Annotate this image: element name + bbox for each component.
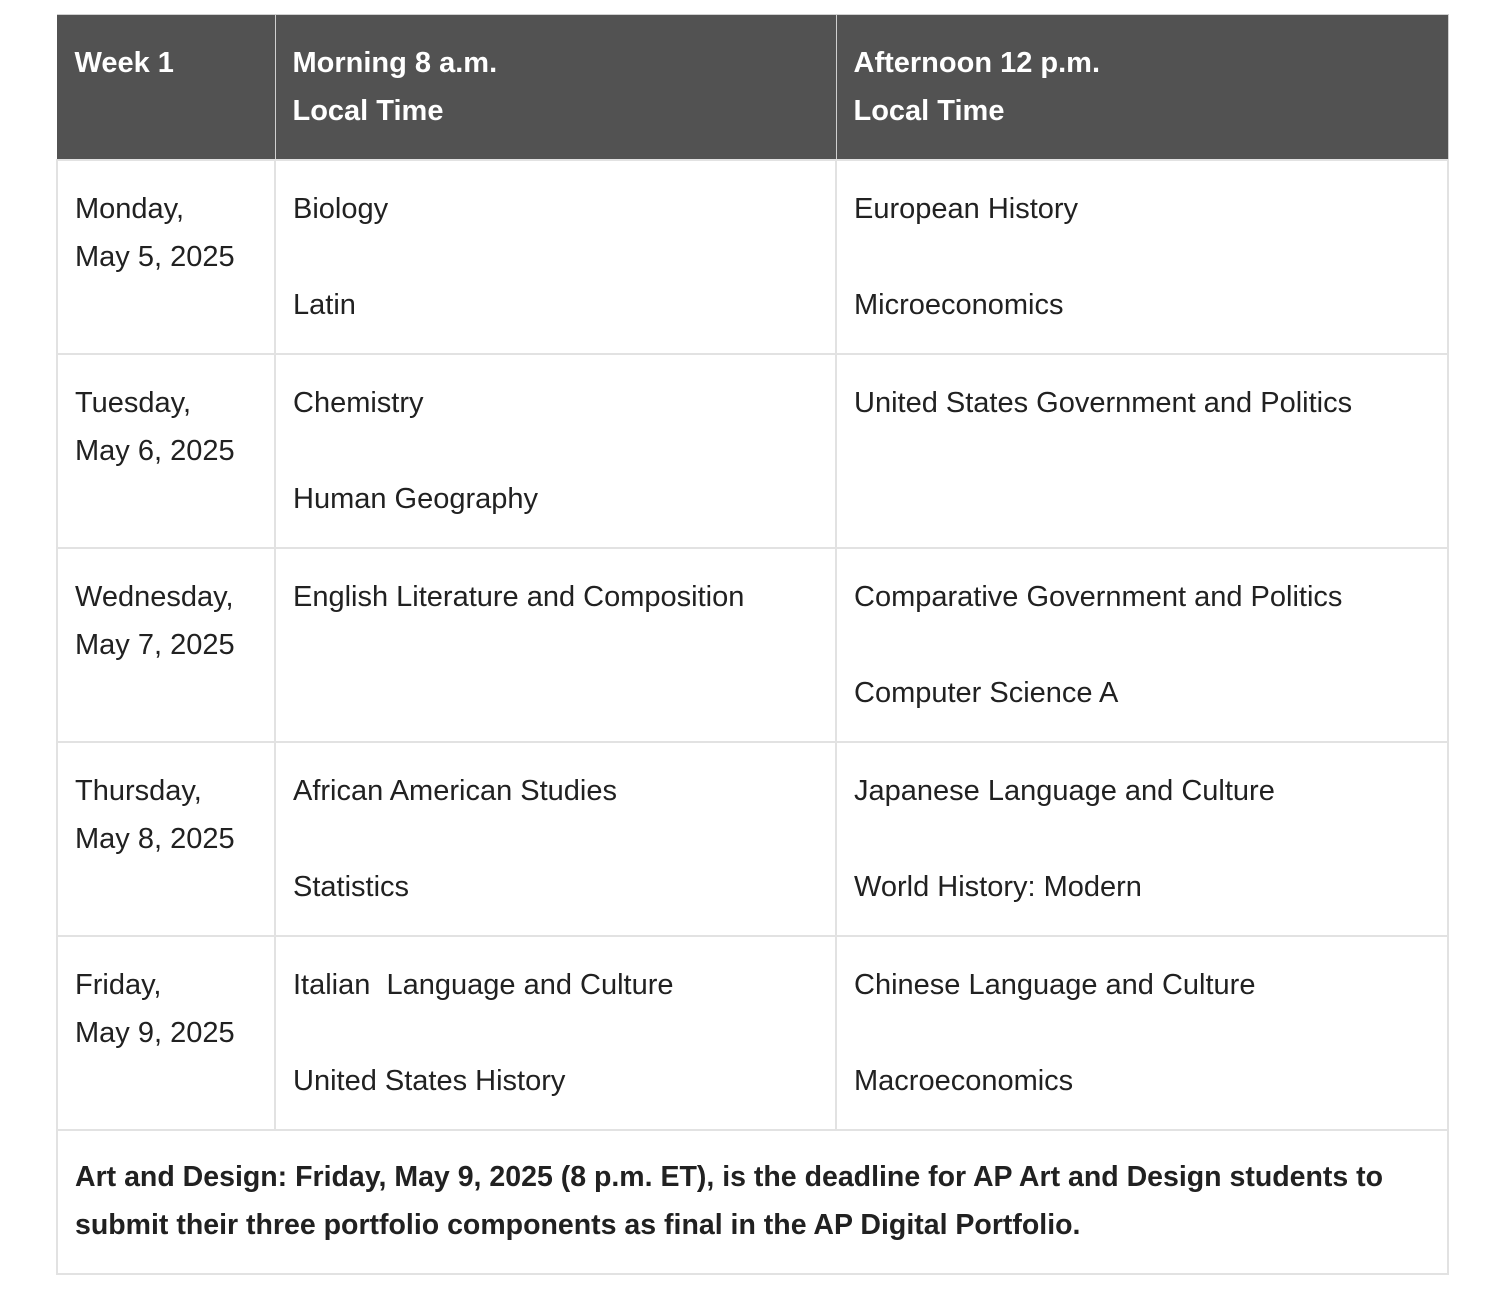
exam-name: Comparative Government and Politics xyxy=(854,581,1343,613)
morning-cell xyxy=(275,160,836,354)
date-label: May 5, 2025 xyxy=(75,241,235,273)
date-cell xyxy=(57,548,275,742)
exam-name: Microeconomics xyxy=(854,289,1064,321)
exam-name: Latin xyxy=(293,289,356,321)
day-label: Wednesday, xyxy=(75,581,234,613)
exam-name: English Literature and Composition xyxy=(293,581,745,613)
exam-name: United States History xyxy=(293,1065,566,1097)
afternoon-cell xyxy=(836,354,1448,548)
afternoon-cell xyxy=(836,742,1448,936)
exam-name: European History xyxy=(854,193,1079,225)
afternoon-cell xyxy=(836,936,1448,1130)
header-morning-local: Local Time xyxy=(292,95,444,127)
afternoon-cell xyxy=(836,548,1448,742)
date-label: May 7, 2025 xyxy=(75,629,235,661)
exam-name: Computer Science A xyxy=(854,677,1119,709)
header-afternoon xyxy=(836,15,1448,161)
afternoon-cell xyxy=(836,160,1448,354)
art-design-deadline-note: Art and Design: Friday, May 9, 2025 (8 p.m. ET), is the deadline for AP Art and Design students to submit their three portfolio components as final in the AP Digital Portfolio. xyxy=(57,1130,1448,1274)
day-label: Monday, xyxy=(75,193,185,225)
header-morning-time: Morning 8 a.m. xyxy=(292,47,498,79)
exam-name: Italian Language and Culture xyxy=(293,969,674,1001)
day-label: Thursday, xyxy=(75,775,202,807)
header-afternoon-time: Afternoon 12 p.m. xyxy=(853,47,1101,79)
header-row xyxy=(57,15,1448,161)
table-row xyxy=(57,160,1448,354)
table-row xyxy=(57,548,1448,742)
date-label: May 8, 2025 xyxy=(75,823,235,855)
morning-cell xyxy=(275,548,836,742)
day-label: Tuesday, xyxy=(75,387,192,419)
header-week xyxy=(57,15,275,161)
header-morning xyxy=(275,15,836,161)
morning-cell xyxy=(275,354,836,548)
exam-name: Statistics xyxy=(293,871,410,903)
footnote-row xyxy=(57,1130,1448,1274)
exam-name: Biology xyxy=(293,193,389,225)
exam-name: World History: Modern xyxy=(854,871,1142,903)
exam-name: Human Geography xyxy=(293,483,539,515)
exam-name: United States Government and Politics xyxy=(854,387,1353,419)
morning-cell xyxy=(275,742,836,936)
date-cell xyxy=(57,936,275,1130)
header-afternoon-local: Local Time xyxy=(853,95,1005,127)
exam-name: Macroeconomics xyxy=(854,1065,1074,1097)
exam-name: African American Studies xyxy=(293,775,617,807)
date-label: May 6, 2025 xyxy=(75,435,235,467)
header-week-label: Week 1 xyxy=(74,47,174,79)
date-cell xyxy=(57,354,275,548)
exam-name: Chemistry xyxy=(293,387,424,419)
morning-cell xyxy=(275,936,836,1130)
date-cell xyxy=(57,160,275,354)
exam-schedule-table xyxy=(56,14,1449,1275)
day-label: Friday, xyxy=(75,969,162,1001)
date-cell xyxy=(57,742,275,936)
exam-name: Japanese Language and Culture xyxy=(854,775,1275,807)
table-row xyxy=(57,742,1448,936)
exam-name: Chinese Language and Culture xyxy=(854,969,1256,1001)
table-row xyxy=(57,936,1448,1130)
date-label: May 9, 2025 xyxy=(75,1017,235,1049)
table-row xyxy=(57,354,1448,548)
